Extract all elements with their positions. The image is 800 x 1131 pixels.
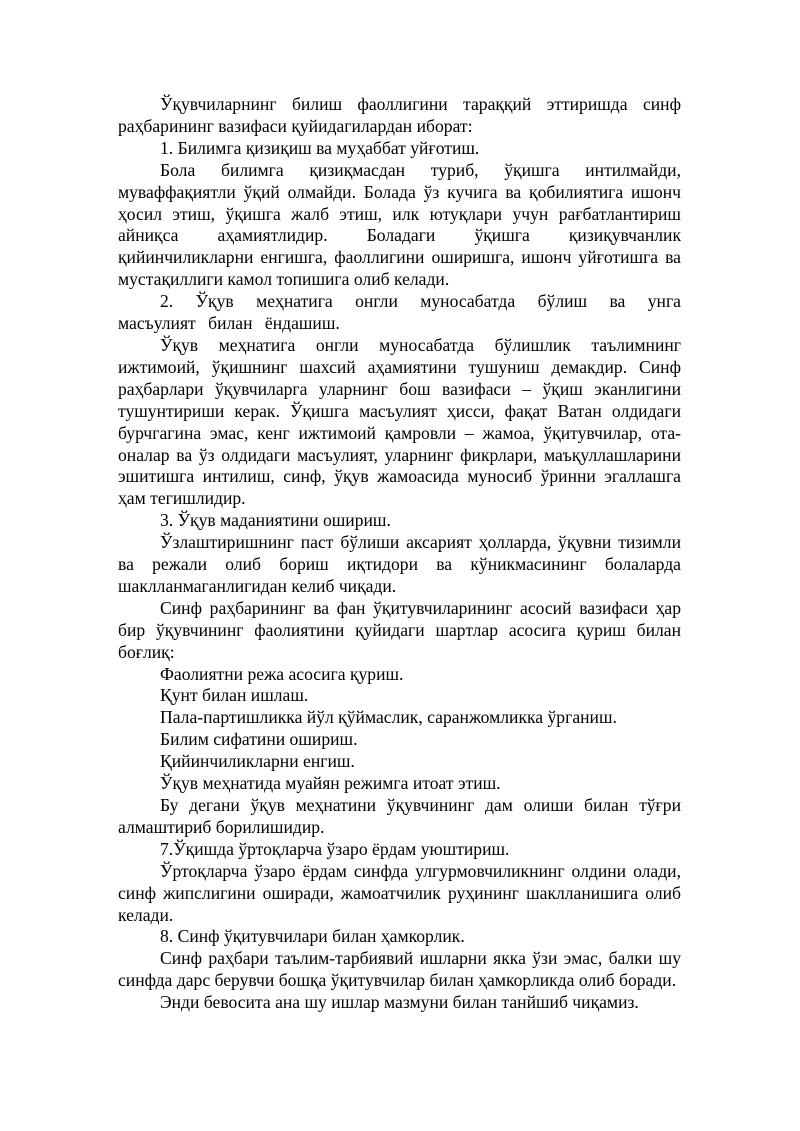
list-item: Қунт билан ишлаш. <box>160 685 309 706</box>
section-heading-7: 7.Ўқишда ўртоқларча ўзаро ёрдам уюштириш. <box>160 838 510 859</box>
document-body <box>118 94 681 1014</box>
section-heading-3: 3. Ўқув маданиятини ошириш. <box>160 510 391 531</box>
section-7-paragraph: Ўртоқларча ўзаро ёрдам синфда улгурмовчиликнинг олдини олади, синф жипслигини оширади, жамоатчилик руҳининг шаклланишига олиб келади. <box>118 860 681 925</box>
closing-paragraph: Энди бевосита ана шу ишлар мазмуни билан танйшиб чиқамиз. <box>160 992 639 1013</box>
section-2-paragraph: Ўқув меҳнатига онгли муносабатда бўлишлик таълимнинг ижтимоий, ўқишнинг шахсий аҳамиятини тушуниш демакдир. Синф раҳбарлари ўқувчиларга уларнинг бош вазифаси – ўқиш эканлигини тушунтириши керак. Ўқишга масъулият ҳисси, фақат Ватан олдидаги бурчгагина эмас, кенг ижтимоий қамровли – жамоа, ўқитувчилар, ота-оналар ва ўз олдидаги масъулият, уларнинг фикрлари, маъқуллашларини эшитишга интилиш, синф, ўқув жамоасида муносиб ўринни эгаллашга ҳам тегишлидир. <box>118 334 681 509</box>
section-1-paragraph: Бола билимга қизиқмасдан туриб, ўқишга интилмайди, муваффақиятли ўқий олмайди. Болада ўз кучига ва қобилиятига ишонч ҳосил этиш, ўқишга жалб этиш, илк ютуқлари учун рағбатлантириш айниқса аҳамиятлидир. Боладаги ўқишга қизиқувчанлик қийинчиликларни енгишга, фаоллигини оширишга, ишонч уйғотишга ва мустақиллиги камол топишига олиб келади. <box>118 159 681 290</box>
list-item: Фаолиятни режа асосига қуриш. <box>160 663 404 684</box>
list-item: Ўқув меҳнатида муайян режимга итоат этиш. <box>160 773 501 794</box>
conditions-intro-paragraph: Синф раҳбарининг ва фан ўқитувчиларининг асосий вазифаси ҳар бир ўқувчининг фаолиятини қуйидаги шартлар асосига қуриш билан боғлиқ: <box>118 597 681 662</box>
regime-explanation-paragraph: Бу дегани ўқув меҳнатини ўқувчининг дам олиши билан тўғри алмаштириб борилишидир. <box>118 795 681 837</box>
list-item: Билим сифатини ошириш. <box>160 729 358 750</box>
section-heading-2: 2. Ўқув меҳнатига онгли муносабатда бўлиш ва унга масъулият билан ёндашиш. <box>118 291 681 334</box>
section-heading-1: 1. Билимга қизиқиш ва муҳаббат уйғотиш. <box>160 137 480 158</box>
section-8-paragraph: Синф раҳбари таълим-тарбиявий ишларни якка ўзи эмас, балки шу синфда дарс берувчи бошқа ўқитувчилар билан ҳамкорликда олиб боради. <box>118 948 681 991</box>
intro-paragraph: Ўқувчиларнинг билиш фаоллигини тараққий эттиришда синф раҳбарининг вазифаси қуйидагилардан иборат: <box>118 94 681 136</box>
section-heading-8: 8. Синф ўқитувчилари билан ҳамкорлик. <box>160 926 465 947</box>
section-3-paragraph: Ўзлаштиришнинг паст бўлиши аксарият ҳолларда, ўқувни тизимли ва режали олиб бориш иқтидори ва кўникмасининг болаларда шаклланмаганлигидан келиб чиқади. <box>118 532 681 596</box>
list-item: Пала-партишликка йўл қўймаслик, саранжомликка ўрганиш. <box>160 707 617 728</box>
list-item: Қийинчиликларни енгиш. <box>160 751 355 772</box>
